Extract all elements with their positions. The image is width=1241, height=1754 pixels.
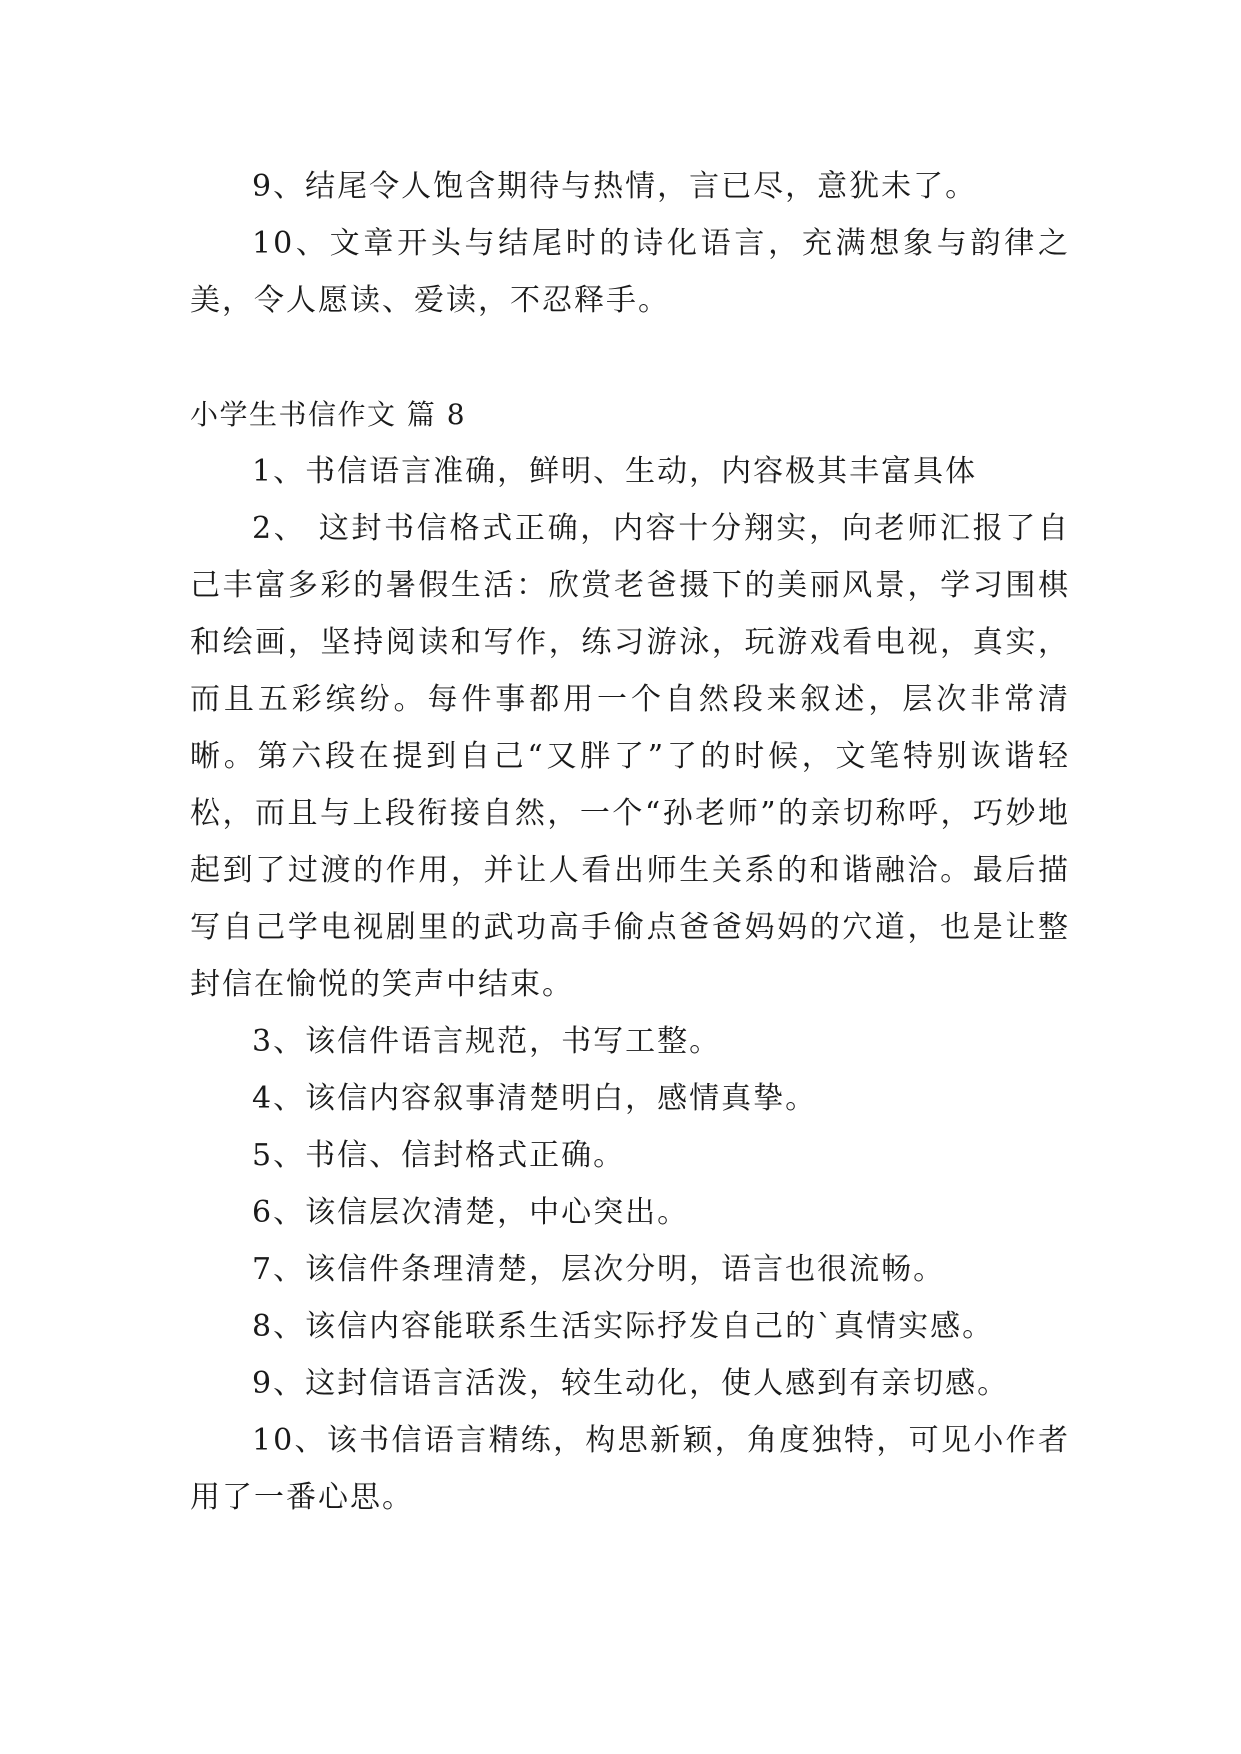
document-page	[190, 158, 1070, 1526]
paragraph-item-1: 1、书信语言准确，鲜明、生动，内容极其丰富具体	[252, 454, 978, 489]
paragraph-intro-9: 9、结尾令人饱含期待与热情，言已尽，意犹未了。	[252, 169, 978, 204]
paragraph-item-8: 8、该信内容能联系生活实际抒发自己的`真情实感。	[252, 1309, 995, 1344]
paragraph-item-10: 10、该书信语言精练，构思新颖，角度独特，可见小作者用了一番心思。	[190, 1423, 1070, 1515]
paragraph-item-4: 4、该信内容叙事清楚明白，感情真挚。	[252, 1081, 818, 1116]
paragraph-item-2: 2、 这封书信格式正确，内容十分翔实，向老师汇报了自己丰富多彩的暑假生活：欣赏老爸摄下的美丽风景，学习围棋和绘画，坚持阅读和写作，练习游泳，玩游戏看电视，真实，而且五彩缤纷。每件事都用一个自然段来叙述，层次非常清晰。第六段在提到自己“又胖了”了的时候，文笔特别诙谐轻松，而且与上段衔接自然，一个“孙老师”的亲切称呼，巧妙地起到了过渡的作用，并让人看出师生关系的和谐融洽。最后描写自己学电视剧里的武功高手偷点爸爸妈妈的穴道，也是让整封信在愉悦的笑声中结束。	[190, 511, 1070, 1002]
paragraph-item-7: 7、该信件条理清楚，层次分明，语言也很流畅。	[252, 1252, 946, 1287]
section-heading: 小学生书信作文 篇 8	[190, 398, 467, 431]
paragraph-intro-10: 10、文章开头与结尾时的诗化语言，充满想象与韵律之美，令人愿读、爱读，不忍释手。	[190, 226, 1070, 318]
paragraph-item-3: 3、该信件语言规范，书写工整。	[252, 1024, 722, 1059]
paragraph-item-6: 6、该信层次清楚，中心突出。	[252, 1195, 690, 1230]
paragraph-item-9: 9、这封信语言活泼，较生动化，使人感到有亲切感。	[252, 1366, 1010, 1401]
paragraph-item-5: 5、书信、信封格式正确。	[252, 1138, 626, 1173]
